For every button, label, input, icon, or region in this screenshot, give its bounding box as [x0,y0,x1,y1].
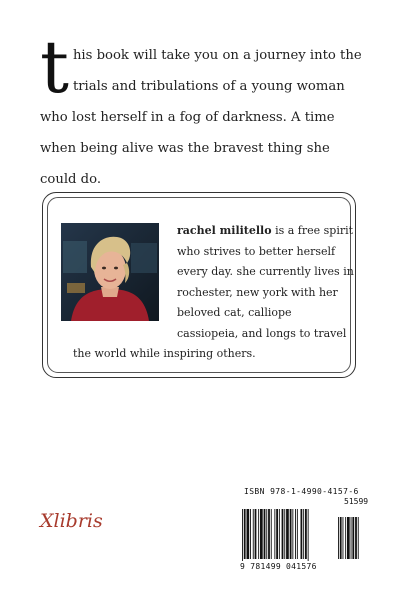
barcode-block [240,487,370,577]
author-bio [73,221,355,365]
author-bio-text: is a free spirit who strives to better herself every day. she currently lives in rochester, new york with her beloved cat, calliope cassiopeia, and longs to travel the world while inspiring others. [73,224,354,360]
barcode-number: 9 781499 041576 [240,562,317,571]
blurb-text: his book will take you on a journey into the trials and tribulations of a young woman who lost herself in a fog of darkness. A time when being alive was the bravest thing she could do. [40,48,362,187]
author-bio-box [42,192,356,378]
publisher-logo: Xlibris [40,510,103,532]
price-code: 51599 [344,497,369,506]
back-cover-blurb [40,25,370,195]
isbn-label: ISBN 978-1-4990-4157-6 [244,487,359,496]
author-name: rachel militello [177,224,272,237]
barcode-icon [240,509,370,561]
drop-cap: t [40,25,69,109]
